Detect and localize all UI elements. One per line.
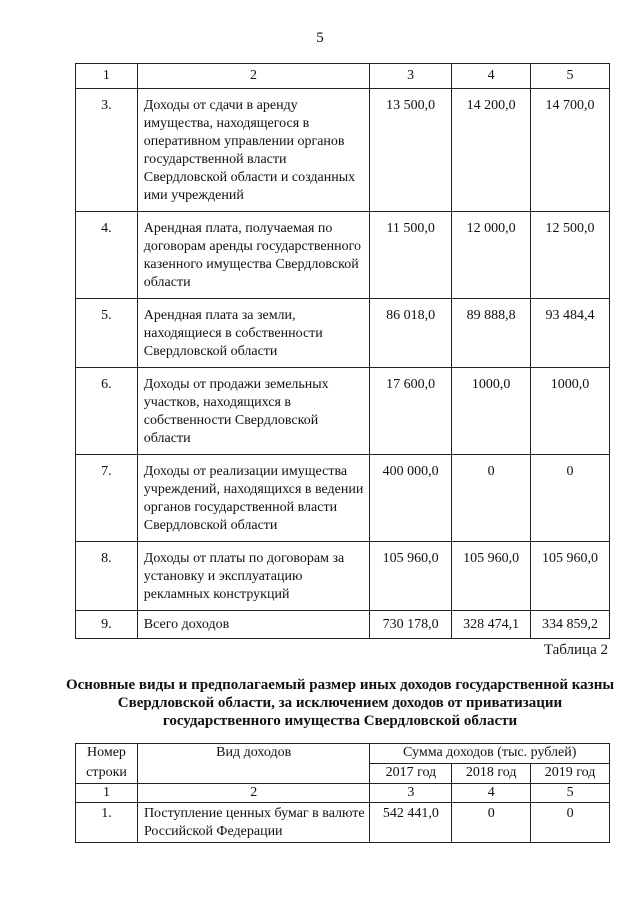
value-2017: 730 178,0 <box>370 611 452 639</box>
value-2017: 13 500,0 <box>370 89 452 212</box>
sum-header: Сумма доходов (тыс. рублей) <box>370 744 610 764</box>
table-row <box>76 803 610 843</box>
value-2019: 1000,0 <box>531 368 610 455</box>
value-2019: 93 484,4 <box>531 299 610 368</box>
value-2017: 542 441,0 <box>370 803 452 843</box>
income-name: Арендная плата за земли, находящиеся в собственности Свердловской области <box>137 299 369 368</box>
column-number: 2 <box>137 64 369 89</box>
table-row <box>76 455 610 542</box>
column-number: 2 <box>137 784 370 803</box>
value-2018: 328 474,1 <box>452 611 531 639</box>
income-name: Поступление ценных бумаг в валюте Российской Федерации <box>137 803 370 843</box>
column-number: 1 <box>76 784 138 803</box>
value-2018: 105 960,0 <box>452 542 531 611</box>
value-2018: 0 <box>452 803 531 843</box>
value-2017: 11 500,0 <box>370 212 452 299</box>
income-name: Доходы от продажи земельных участков, находящихся в собственности Свердловской области <box>137 368 369 455</box>
column-number: 4 <box>452 64 531 89</box>
value-2018: 0 <box>452 455 531 542</box>
income-table-2 <box>75 743 610 843</box>
value-2017: 17 600,0 <box>370 368 452 455</box>
value-2017: 105 960,0 <box>370 542 452 611</box>
income-type-header: Вид доходов <box>137 744 370 764</box>
column-number: 1 <box>76 64 138 89</box>
table-row <box>76 89 610 212</box>
value-2019: 0 <box>531 803 610 843</box>
row-number: 4. <box>76 212 138 299</box>
income-name: Доходы от реализации имущества учреждений, находящихся в ведении органов государственной власти Свердловской области <box>137 455 369 542</box>
value-2019: 0 <box>531 455 610 542</box>
table-header-row <box>76 764 610 784</box>
income-name: Доходы от сдачи в аренду имущества, находящегося в оперативном управлении органов государственной власти Свердловской области и созданных ими учреждений <box>137 89 369 212</box>
value-2019: 12 500,0 <box>531 212 610 299</box>
income-name: Доходы от платы по договорам за установку и эксплуатацию рекламных конструкций <box>137 542 369 611</box>
page-number: 5 <box>316 30 324 46</box>
income-name: Всего доходов <box>137 611 369 639</box>
table-caption: Таблица 2 <box>543 642 608 658</box>
value-2019: 105 960,0 <box>531 542 610 611</box>
table-row <box>76 212 610 299</box>
column-number: 3 <box>370 64 452 89</box>
table-title: Основные виды и предполагаемый размер иных доходов государственной казны Свердловской области, за исключением доходов от приватизации государственного имущества Свердловской области <box>65 677 615 729</box>
row-number: 3. <box>76 89 138 212</box>
row-number: 8. <box>76 542 138 611</box>
value-2019: 14 700,0 <box>531 89 610 212</box>
column-number: 4 <box>452 784 531 803</box>
income-type-header-cont <box>137 764 370 784</box>
income-table-1 <box>75 63 610 639</box>
value-2018: 89 888,8 <box>452 299 531 368</box>
table-row <box>76 542 610 611</box>
value-2019: 334 859,2 <box>531 611 610 639</box>
row-number: 9. <box>76 611 138 639</box>
row-number-header: Номер <box>76 744 138 764</box>
column-number-row <box>76 784 610 803</box>
year-2017-header: 2017 год <box>370 764 452 784</box>
column-number: 3 <box>370 784 452 803</box>
row-number-header-cont: строки <box>76 764 138 784</box>
table-header-row <box>76 744 610 764</box>
value-2017: 86 018,0 <box>370 299 452 368</box>
table-row <box>76 368 610 455</box>
income-name: Арендная плата, получаемая по договорам аренды государственного казенного имущества Свердловской области <box>137 212 369 299</box>
value-2018: 14 200,0 <box>452 89 531 212</box>
value-2018: 12 000,0 <box>452 212 531 299</box>
row-number: 1. <box>76 803 138 843</box>
total-row <box>76 611 610 639</box>
column-number: 5 <box>531 784 610 803</box>
row-number: 5. <box>76 299 138 368</box>
row-number: 7. <box>76 455 138 542</box>
year-2018-header: 2018 год <box>452 764 531 784</box>
table-header-row <box>76 64 610 89</box>
row-number: 6. <box>76 368 138 455</box>
year-2019-header: 2019 год <box>531 764 610 784</box>
value-2018: 1000,0 <box>452 368 531 455</box>
table-row <box>76 299 610 368</box>
value-2017: 400 000,0 <box>370 455 452 542</box>
column-number: 5 <box>531 64 610 89</box>
